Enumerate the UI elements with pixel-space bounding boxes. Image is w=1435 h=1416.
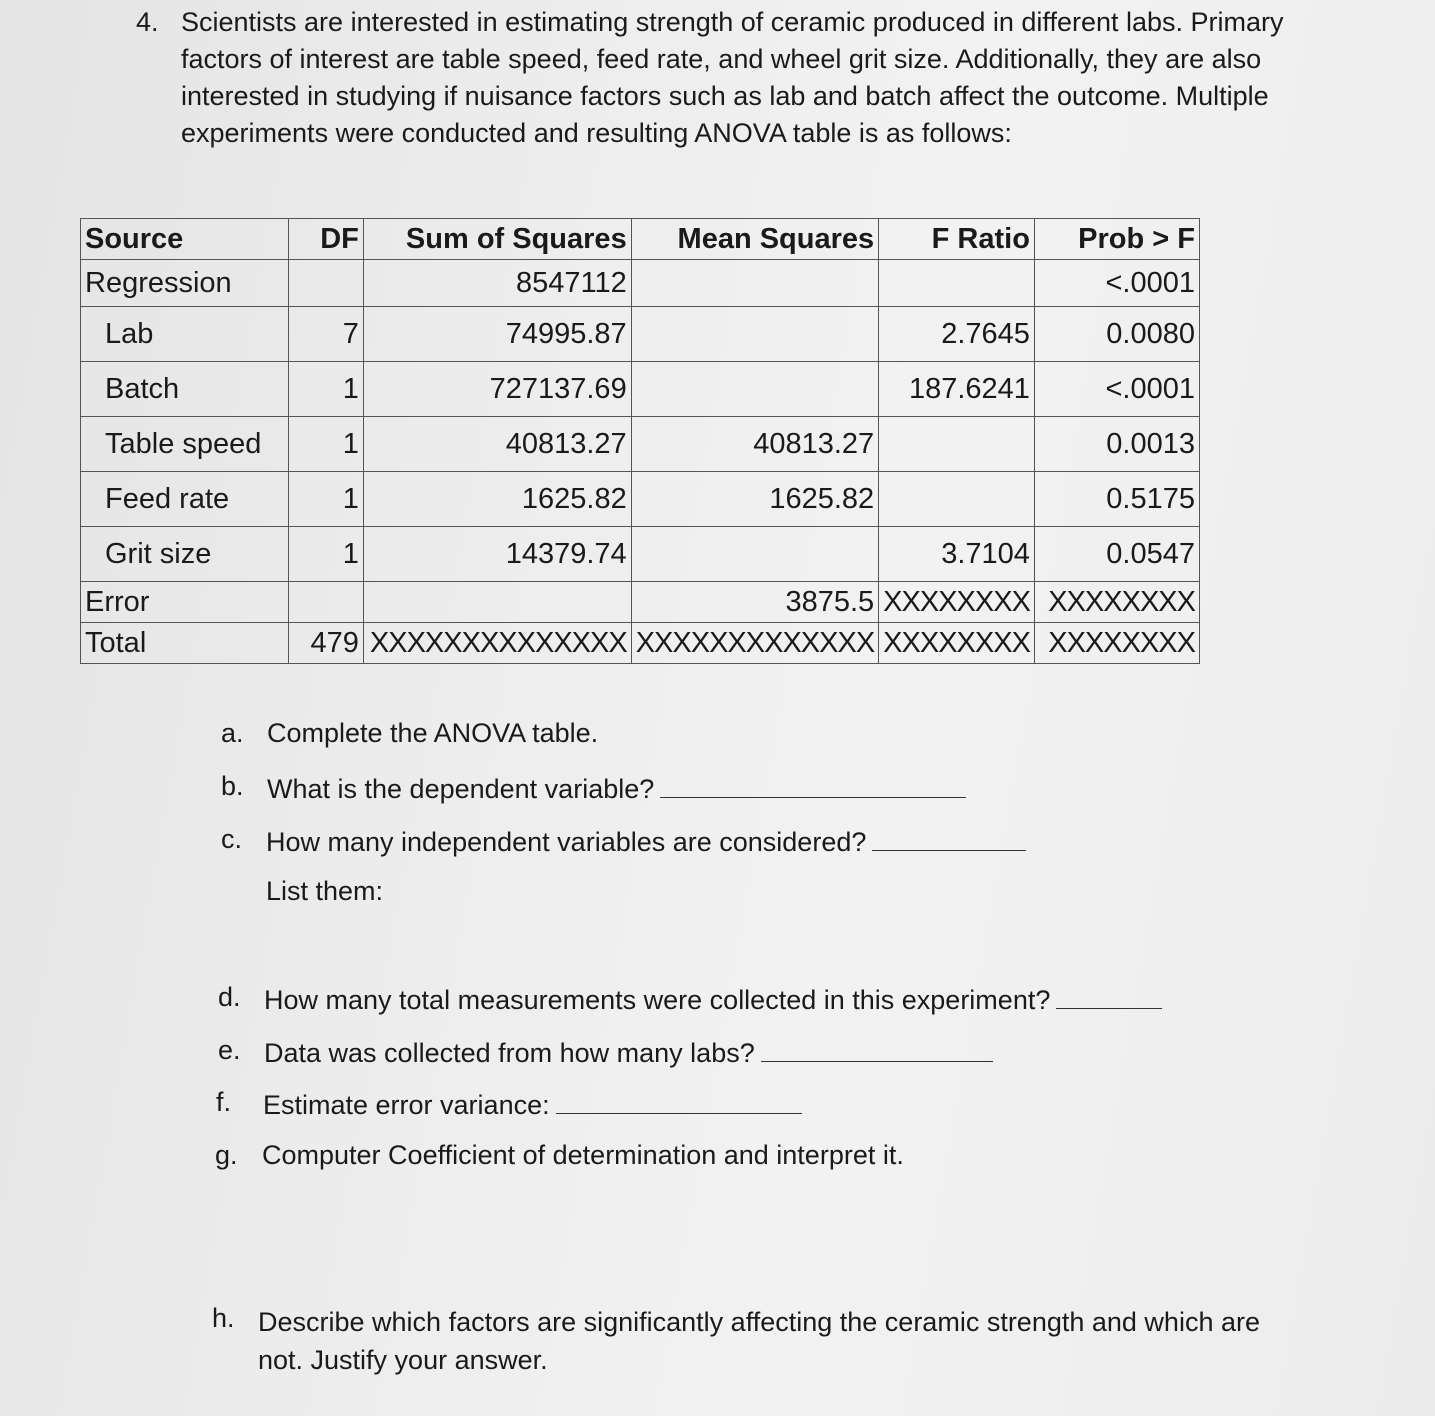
part-c-list bbox=[266, 876, 383, 907]
cell-ss: XXXXXXXXXXXXXX bbox=[363, 623, 631, 664]
cell-p: 0.0080 bbox=[1034, 307, 1199, 362]
part-text: Describe which factors are significantly affecting the ceramic strength and which are not. Justify your answer. bbox=[258, 1307, 1260, 1375]
part-label: h. bbox=[212, 1303, 235, 1333]
part-label: f. bbox=[216, 1087, 232, 1117]
answer-blank-c[interactable] bbox=[872, 824, 1026, 851]
cell-ss: 1625.82 bbox=[363, 472, 631, 527]
cell-df: 1 bbox=[288, 527, 363, 582]
cell-p: <.0001 bbox=[1034, 362, 1199, 417]
part-text: What is the dependent variable? bbox=[267, 774, 655, 804]
question-number: 4. bbox=[136, 7, 159, 37]
part-label: d. bbox=[218, 982, 241, 1012]
part-g bbox=[215, 1140, 904, 1171]
cell-f: 2.7645 bbox=[879, 307, 1035, 362]
cell-ss: 727137.69 bbox=[363, 362, 631, 417]
part-label: e. bbox=[218, 1035, 241, 1065]
cell-ms: 40813.27 bbox=[631, 417, 878, 472]
part-b bbox=[221, 771, 966, 805]
part-label: g. bbox=[215, 1140, 238, 1170]
cell-p: XXXXXXXX bbox=[1034, 582, 1199, 623]
cell-df: 479 bbox=[288, 623, 363, 664]
part-d bbox=[218, 982, 1162, 1016]
cell-source: Regression bbox=[81, 260, 289, 307]
cell-df: 7 bbox=[288, 307, 363, 362]
cell-p: <.0001 bbox=[1034, 260, 1199, 307]
part-e bbox=[218, 1035, 993, 1069]
part-text: How many total measurements were collected in this experiment? bbox=[264, 985, 1051, 1015]
part-text: List them: bbox=[266, 876, 384, 906]
cell-ss: 74995.87 bbox=[363, 307, 631, 362]
cell-ms: XXXXXXXXXXXXX bbox=[631, 623, 878, 664]
part-text: How many independent variables are considered? bbox=[266, 827, 867, 857]
part-label: a. bbox=[221, 718, 244, 748]
part-a bbox=[221, 718, 598, 749]
question-text: Scientists are interested in estimating strength of ceramic produced in different labs. Primary factors of interest are table speed, feed rate, and wheel grit size. Additionally, they are also interested in studying if nuisance factors such as lab and batch affect the outcome. Multiple experiments were conducted and resulting ANOVA table is as follows: bbox=[181, 7, 1284, 148]
cell-ss: 40813.27 bbox=[363, 417, 631, 472]
cell-df: 1 bbox=[288, 417, 363, 472]
answer-blank-f[interactable] bbox=[556, 1087, 802, 1114]
header-source: Source bbox=[81, 219, 289, 260]
cell-source: Batch bbox=[81, 362, 289, 417]
part-f bbox=[216, 1087, 802, 1121]
cell-source: Feed rate bbox=[81, 472, 289, 527]
part-c bbox=[221, 824, 1026, 858]
cell-source: Error bbox=[81, 582, 289, 623]
cell-df: 1 bbox=[288, 362, 363, 417]
answer-blank-e[interactable] bbox=[761, 1035, 993, 1062]
part-label: b. bbox=[221, 771, 244, 801]
header-f-ratio: F Ratio bbox=[879, 219, 1035, 260]
cell-p: XXXXXXXX bbox=[1034, 623, 1199, 664]
cell-ss: 8547112 bbox=[363, 260, 631, 307]
cell-p: 0.5175 bbox=[1034, 472, 1199, 527]
cell-ms: 1625.82 bbox=[631, 472, 878, 527]
header-mean-squares: Mean Squares bbox=[631, 219, 878, 260]
answer-blank-b[interactable] bbox=[660, 771, 966, 798]
part-label: c. bbox=[221, 824, 243, 854]
header-df: DF bbox=[288, 219, 363, 260]
cell-ms: 3875.5 bbox=[631, 582, 878, 623]
part-text: Complete the ANOVA table. bbox=[267, 718, 599, 748]
header-sum-of-squares: Sum of Squares bbox=[363, 219, 631, 260]
cell-f: XXXXXXXX bbox=[879, 623, 1035, 664]
cell-df: 1 bbox=[288, 472, 363, 527]
cell-ss: 14379.74 bbox=[363, 527, 631, 582]
cell-source: Lab bbox=[81, 307, 289, 362]
answer-blank-d[interactable] bbox=[1056, 982, 1162, 1009]
part-text: Data was collected from how many labs? bbox=[264, 1038, 755, 1068]
cell-source: Grit size bbox=[81, 527, 289, 582]
part-h bbox=[212, 1303, 1287, 1379]
cell-p: 0.0547 bbox=[1034, 527, 1199, 582]
header-prob-f: Prob > F bbox=[1034, 219, 1199, 260]
cell-source: Table speed bbox=[81, 417, 289, 472]
cell-f: XXXXXXXX bbox=[879, 582, 1035, 623]
cell-source: Total bbox=[81, 623, 289, 664]
part-text: Estimate error variance: bbox=[263, 1090, 550, 1120]
cell-p: 0.0013 bbox=[1034, 417, 1199, 472]
cell-f: 3.7104 bbox=[879, 527, 1035, 582]
part-text: Computer Coefficient of determination and interpret it. bbox=[262, 1140, 904, 1170]
cell-f: 187.6241 bbox=[879, 362, 1035, 417]
